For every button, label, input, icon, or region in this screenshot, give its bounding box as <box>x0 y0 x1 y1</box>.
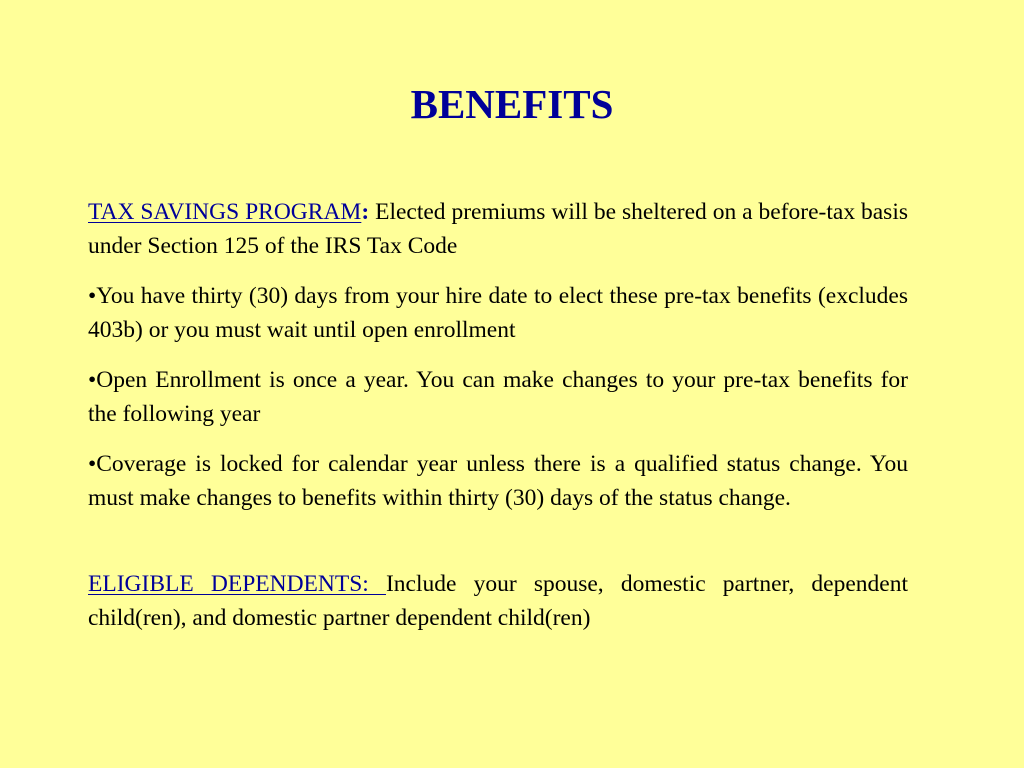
tax-savings-colon: : <box>361 199 370 225</box>
bullet-item: •Open Enrollment is once a year. You can make changes to your pre-tax benefits for the following year <box>88 367 908 427</box>
bullet-item: •Coverage is locked for calendar year unless there is a qualified status change. You must make changes to benefits within thirty (30) days of the status change. <box>88 451 908 511</box>
eligible-dependents-label: ELIGIBLE DEPENDENTS: <box>88 571 386 597</box>
bullet-item: •You have thirty (30) days from your hire date to elect these pre-tax benefits (excludes 403b) or you must wait until open enrollment <box>88 283 908 343</box>
slide-title: BENEFITS <box>410 81 614 127</box>
slide-body <box>88 195 908 651</box>
tax-savings-paragraph <box>88 195 908 263</box>
tax-savings-text: Elected premiums will be sheltered on a before-tax basis under Section 125 of the IRS Tax Code <box>88 199 908 259</box>
eligible-dependents-paragraph <box>88 567 908 635</box>
eligible-dependents-text: Include your spouse, domestic partner, dependent child(ren), and domestic partner dependent child(ren) <box>88 571 908 631</box>
tax-savings-label: TAX SAVINGS PROGRAM <box>88 199 362 225</box>
